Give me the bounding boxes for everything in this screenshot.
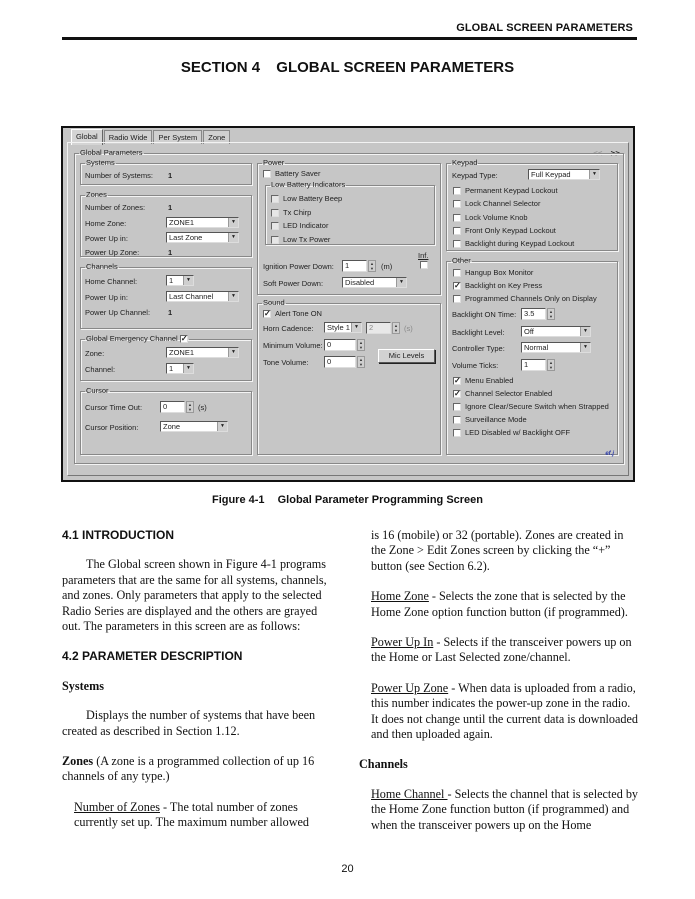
ignition-unit: (m) [381,262,393,271]
channel-selector-enabled-label: Channel Selector Enabled [465,389,553,398]
number-of-zones-label: Number of Zones: [85,203,146,212]
tab-zone[interactable]: Zone [203,130,230,144]
backlight-keypad-lockout-checkbox[interactable] [453,240,461,248]
global-screen-window [61,126,635,482]
chevron-down-icon[interactable]: ▼ [580,343,590,352]
sound-title: Sound [263,298,285,307]
minimum-volume-input[interactable]: 0 [324,339,356,351]
battery-saver-checkbox[interactable] [263,170,271,178]
hangup-box-monitor-label: Hangup Box Monitor [465,268,534,277]
power-up-zone-value: 1 [168,248,173,257]
chevron-down-icon[interactable]: ▼ [580,327,590,336]
home-zone-term: Home Zone [371,589,429,604]
systems-paragraph: Displays the number of systems that have been created as described in Section 1.12. [62,708,316,738]
param-heading: 4.2 PARAMETER DESCRIPTION [62,649,243,664]
backlight-on-time-spinner[interactable]: ▲ ▼ [547,308,555,320]
section-title-text: GLOBAL SCREEN PARAMETERS [276,59,515,76]
alert-tone-label: Alert Tone ON [275,309,322,318]
page-number: 20 [341,863,354,875]
power-up-in-channel-value: Last Channel [169,292,214,301]
menu-enabled-checkbox[interactable]: ✓ [454,376,461,385]
chevron-down-icon[interactable]: ▼ [228,233,238,242]
emergency-enabled-checkbox[interactable]: ✓ [180,334,188,344]
surveillance-mode-checkbox[interactable] [453,416,461,424]
ignition-power-down-spinner[interactable]: ▲ ▼ [368,260,376,272]
home-channel-paragraph [359,787,639,833]
emergency-zone-label: Zone: [85,349,105,358]
cursor-timeout-label: Cursor Time Out: [85,403,143,412]
controller-type-label: Controller Type: [452,344,505,353]
home-channel-select[interactable] [166,275,194,286]
low-battery-beep-checkbox[interactable] [271,195,279,203]
backlight-level-value: Off [524,327,534,336]
emergency-zone-select[interactable] [166,347,239,358]
lock-volume-knob-label: Lock Volume Knob [465,213,528,222]
minimum-volume-label: Minimum Volume: [263,341,323,350]
low-tx-power-label: Low Tx Power [283,235,331,244]
infinite-label: Inf. [418,251,429,260]
ignore-clear-secure-checkbox[interactable] [453,403,461,411]
tx-chirp-checkbox[interactable] [271,209,279,217]
led-disabled-backlight-label: LED Disabled w/ Backlight OFF [465,428,571,437]
home-zone-text: - Selects the zone that is selected by the Home Zone option function button (if programmed). [371,589,628,619]
tab-panel-global [67,142,629,476]
zones-note: (A zone is a programmed collection of up 16 channels of any type.) [62,754,315,784]
ignition-power-down-input[interactable]: 1 [342,260,367,272]
prev-arrow-icon[interactable]: << [593,149,603,158]
number-of-zones-value: 1 [168,203,173,212]
figure-number: Figure 4-1 [211,494,265,506]
section-title [0,59,695,76]
low-battery-title: Low Battery Indicators [271,180,346,189]
horn-cadence-select[interactable] [324,322,362,333]
zones-title: Zones [86,190,107,199]
programmed-channels-only-checkbox[interactable] [453,295,461,303]
keypad-type-label: Keypad Type: [452,171,498,180]
backlight-keypad-lockout-label: Backlight during Keypad Lockout [465,239,575,248]
section-number: SECTION 4 [180,59,261,76]
lock-channel-selector-checkbox[interactable] [453,200,461,208]
alert-tone-checkbox[interactable]: ✓ [264,309,271,318]
soft-power-down-value: Disabled [345,278,375,287]
lock-volume-knob-checkbox[interactable] [453,214,461,222]
cursor-timeout-spinner[interactable]: ▲ ▼ [186,401,194,413]
keypad-type-value: Full Keypad [531,170,571,179]
menu-enabled-label: Menu Enabled [465,376,514,385]
volume-ticks-input[interactable]: 1 [521,359,546,371]
backlight-key-press-label: Backlight on Key Press [465,281,543,290]
ignition-power-down-label: Ignition Power Down: [263,262,334,271]
chevron-down-icon[interactable]: ▼ [589,170,599,179]
number-of-zones-text: - The total number of zones currently set up. The maximum number allowed [74,799,310,830]
zones-paragraph [62,754,332,785]
global-parameters-label: Global Parameters [80,148,143,157]
tab-global[interactable]: Global [71,129,103,145]
chevron-down-icon[interactable]: ▼ [228,348,238,357]
volume-ticks-spinner[interactable]: ▲ ▼ [547,359,555,371]
power-up-zone-text: - When data is uploaded from a radio, this number indicates the power-up zone in the radio. It does not change until the current data is downloaded and then uploaded again. [371,680,639,742]
power-up-zone-paragraph [359,681,639,743]
horn-cadence-label: Horn Cadence: [263,324,314,333]
cursor-timeout-unit: (s) [198,403,207,412]
cursor-position-value: Zone [163,422,181,431]
controller-type-select[interactable] [521,342,591,353]
chevron-down-icon[interactable]: ▼ [396,278,406,287]
led-disabled-backlight-checkbox[interactable] [453,429,461,437]
header-rule [62,37,637,40]
low-tx-power-checkbox[interactable] [271,236,279,244]
home-zone-label: Home Zone: [85,219,127,228]
intro-paragraph: The Global screen shown in Figure 4-1 programs parameters that are the same for all systems, channels, and zones. Only parameters that apply to the selected Radio Series are displayed and the others are grayed out. The parameters in this screen are as follows: [62,557,327,634]
other-title: Other [452,256,471,265]
emergency-title-text: Global Emergency Channel [86,334,178,343]
power-up-zone-label: Power Up Zone: [85,248,140,257]
lock-channel-selector-label: Lock Channel Selector [465,199,541,208]
number-of-zones-continued: is 16 (mobile) or 32 (portable). Zones are created in the Zone > Edit Zones screen by clicking the “+” button (see Section 6.2). [371,528,624,573]
power-up-in-zone-value: Last Zone [169,233,203,242]
chevron-down-icon[interactable]: ▼ [183,364,193,373]
battery-saver-label: Battery Saver [275,169,321,178]
chevron-down-icon[interactable]: ▼ [217,422,227,431]
channels-title: Channels [86,262,118,271]
backlight-level-label: Backlight Level: [452,328,505,337]
intro-heading: 4.1 INTRODUCTION [62,528,175,542]
home-zone-paragraph [359,589,639,620]
backlight-on-time-label: Backlight ON Time: [452,310,517,319]
power-up-in-paragraph [359,635,639,666]
power-up-channel-label: Power Up Channel: [85,308,151,317]
emergency-group [80,335,252,381]
horn-seconds-input[interactable]: 2 [366,322,391,334]
power-up-zone-term: Power Up Zone [371,680,449,695]
left-column [62,528,332,846]
power-up-channel-value: 1 [168,308,173,317]
ignore-clear-secure-label: Ignore Clear/Secure Switch when Strapped [465,402,609,411]
cursor-timeout-input[interactable]: 0 [160,401,185,413]
emergency-title [85,335,189,343]
front-only-keypad-lockout-label: Front Only Keypad Lockout [465,226,556,235]
low-battery-beep-label: Low Battery Beep [283,194,343,203]
tone-volume-input[interactable]: 0 [324,356,356,368]
tone-volume-label: Tone Volume: [263,358,309,367]
systems-heading: Systems [62,678,104,693]
number-of-zones-paragraph [62,800,332,831]
next-arrow-icon[interactable]: >> [610,149,620,158]
soft-power-down-select[interactable] [342,277,407,288]
power-title: Power [263,158,285,167]
home-channel-term: Home Channel [371,786,448,801]
surveillance-mode-label: Surveillance Mode [465,415,527,424]
power-up-in-term: Power Up In [371,635,434,650]
home-zone-select[interactable] [166,217,239,228]
zones-heading: Zones [62,754,94,769]
chevron-down-icon[interactable]: ▼ [228,292,238,301]
figure-title: Global Parameter Programming Screen [277,494,484,506]
home-channel-value: 1 [169,276,174,285]
volume-ticks-label: Volume Ticks: [452,361,499,370]
keypad-title: Keypad [452,158,478,167]
keypad-type-select[interactable] [528,169,600,180]
cursor-title: Cursor [86,386,109,395]
backlight-on-time-input[interactable]: 3.5 [521,308,546,320]
permanent-keypad-lockout-checkbox[interactable] [453,187,461,195]
systems-title: Systems [86,158,115,167]
tone-volume-spinner[interactable]: ▲ ▼ [357,356,365,368]
emergency-channel-value: 1 [169,364,174,373]
home-zone-value: ZONE1 [169,218,195,227]
power-up-in-channel-select[interactable] [166,291,239,302]
programmed-channels-only-label: Programmed Channels Only on Display [465,294,597,303]
tab-per-system[interactable]: Per System [153,130,202,144]
chevron-down-icon[interactable]: ▼ [183,276,193,285]
backlight-level-select[interactable] [521,326,591,337]
chevron-down-icon[interactable]: ▼ [228,218,238,227]
power-up-in-zone-select[interactable] [166,232,239,243]
home-channel-label: Home Channel: [85,277,138,286]
emergency-channel-label: Channel: [85,365,116,374]
power-up-in-zone-label: Power Up in: [85,234,128,243]
right-column [359,528,639,848]
cursor-position-label: Cursor Position: [85,423,139,432]
home-channel-text: - Selects the channel that is selected by the Home Zone function button (if programmed) and when the transceiver powers up on the Home [371,786,639,832]
horn-seconds-unit: (s) [404,324,413,333]
number-of-systems-value: 1 [168,171,173,180]
tx-chirp-label: Tx Chirp [283,208,312,217]
hangup-box-monitor-checkbox[interactable] [453,269,461,277]
minimum-volume-spinner[interactable]: ▲ ▼ [357,339,365,351]
channel-selector-enabled-checkbox[interactable]: ✓ [454,389,461,398]
backlight-key-press-checkbox[interactable]: ✓ [454,281,461,290]
emergency-zone-value: ZONE1 [169,348,195,357]
tab-radio-wide[interactable]: Radio Wide [104,130,153,144]
led-indicator-label: LED Indicator [283,221,329,230]
power-up-in-text: - Selects if the transceiver powers up on the Home or Last Selected zone/channel. [371,635,632,665]
cursor-position-select[interactable] [160,421,228,432]
figure-caption [0,494,695,506]
power-up-in-channel-label: Power Up in: [85,293,128,302]
chevron-down-icon[interactable]: ▼ [351,323,361,332]
number-of-systems-label: Number of Systems: [85,171,153,180]
soft-power-down-label: Soft Power Down: [263,279,324,288]
horn-cadence-value: Style 1 [327,323,350,332]
emergency-channel-select[interactable] [166,363,194,374]
front-only-keypad-lockout-checkbox[interactable] [453,227,461,235]
number-of-zones-term: Number of Zones [74,799,160,814]
led-indicator-checkbox[interactable] [271,222,279,230]
permanent-keypad-lockout-label: Permanent Keypad Lockout [465,186,558,195]
channels-heading: Channels [359,757,408,772]
infinite-checkbox[interactable] [420,261,428,269]
controller-type-value: Normal [524,343,549,352]
running-head: GLOBAL SCREEN PARAMETERS [456,22,633,34]
vendor-logo-icon: ef.j [605,451,614,457]
horn-seconds-spinner[interactable]: ▲ ▼ [392,322,400,334]
mic-levels-button[interactable]: Mic Levels [378,349,435,363]
